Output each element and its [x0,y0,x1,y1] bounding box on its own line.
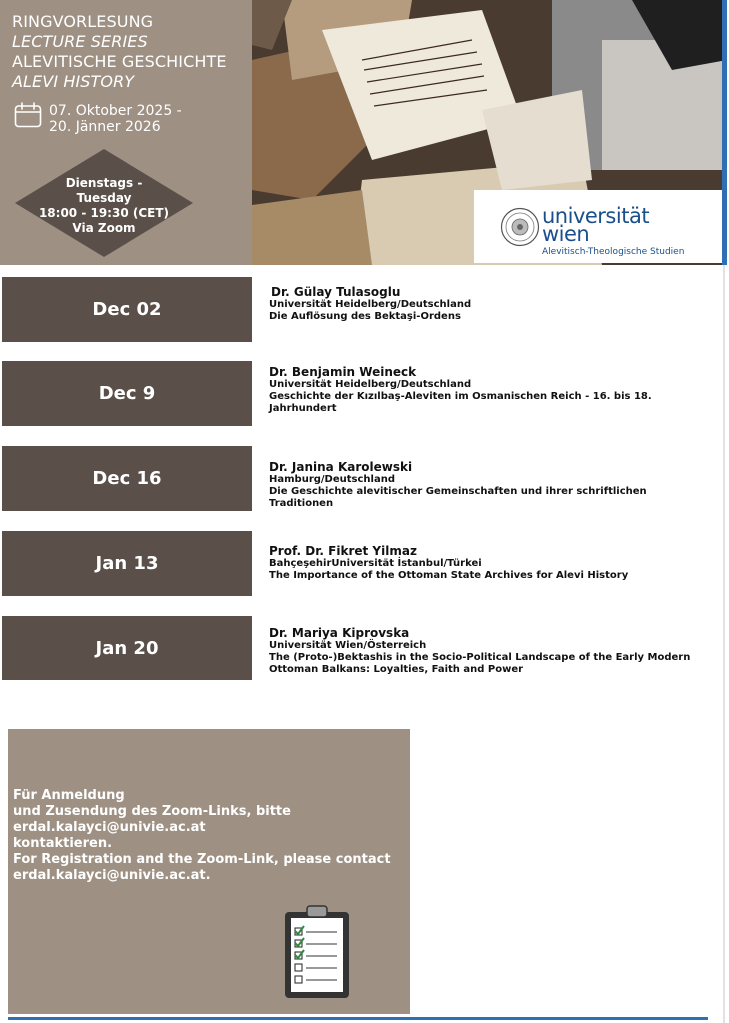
lecture-title: Die Geschichte alevitischer Gemeinschaften und ihrer schriftlichen Traditionen [269,486,647,509]
lecture-speaker: Dr. Janina Karolewski [269,460,413,474]
title-line-alevi-history: ALEVI HISTORY [12,72,135,91]
lecture-title: Geschichte der Kızılbaş-Aleviten im Osmanischen Reich - 16. bis 18. Jahrhundert [269,391,652,414]
lecture-date: Dec 02 [2,277,252,342]
lecture-date: Jan 20 [2,616,252,680]
lecture-speaker: Dr. Gülay Tulasoglu [271,285,401,299]
schedule-text [14,176,194,236]
lecture-info [269,544,709,582]
lecture-info [269,365,654,415]
page-right-edge [723,265,725,1023]
title-line-ringvorlesung: RINGVORLESUNG [12,12,154,31]
lecture-affiliation: Universität Heidelberg/Deutschland [269,299,472,310]
university-seal-icon [500,207,540,247]
schedule-day-en: Tuesday [76,191,132,205]
lecture-info [269,626,714,676]
header [0,0,729,265]
lecture-affiliation: BahçeşehirUniversität İstanbul/Türkei [269,558,482,569]
clipboard-checklist-icon [283,904,351,1000]
lecture-speaker: Dr. Benjamin Weineck [269,365,417,379]
bottom-blue-line [8,1017,708,1020]
title-line-alevitische-geschichte: ALEVITISCHE GESCHICHTE [12,52,227,71]
logo-name-wien: wien [542,222,590,246]
logo-subtitle: Alevitisch-Theologische Studien [542,247,685,257]
title-line-lecture-series: LECTURE SERIES [12,32,148,51]
lecture-affiliation: Hamburg/Deutschland [269,474,395,485]
lecture-title: The (Proto-)Bektashis in the Socio-Political Landscape of the Early Modern Ottoman Balkans: Loyalties, Faith and Power [269,652,691,675]
lecture-speaker: Prof. Dr. Fikret Yilmaz [269,544,417,558]
logo-name-universitaet: universität [542,204,650,228]
lecture-affiliation: Universität Wien/Österreich [269,640,427,651]
schedule-time: 18:00 - 19:30 (CET) [38,206,170,220]
schedule-zoom: Via Zoom [72,221,136,235]
lecture-date: Jan 13 [2,531,252,596]
lecture-affiliation: Universität Heidelberg/Deutschland [269,379,472,390]
lecture-title: The Importance of the Ottoman State Archives for Alevi History [269,570,629,581]
lecture-speaker: Dr. Mariya Kiprovska [269,626,410,640]
lecture-date: Dec 16 [2,446,252,511]
lecture-title: Die Auflösung des Bektaşi-Ordens [269,311,461,322]
lecture-info [269,285,709,323]
registration-text: Für Anmeldung und Zusendung des Zoom-Links, bitte erdal.kalayci@univie.ac.at kontaktieren. For Registration and the Zoom-Link, please contact erdal.kalayci@univie.ac.at. [13,788,391,883]
calendar-icon [14,102,42,128]
lecture-info [269,460,654,510]
date-range: 07. Oktober 2025 - 20. Jänner 2026 [49,103,182,135]
lecture-date: Dec 9 [2,361,252,426]
schedule-day-de: Dienstags - [65,176,143,190]
header-blue-edge [722,0,727,265]
